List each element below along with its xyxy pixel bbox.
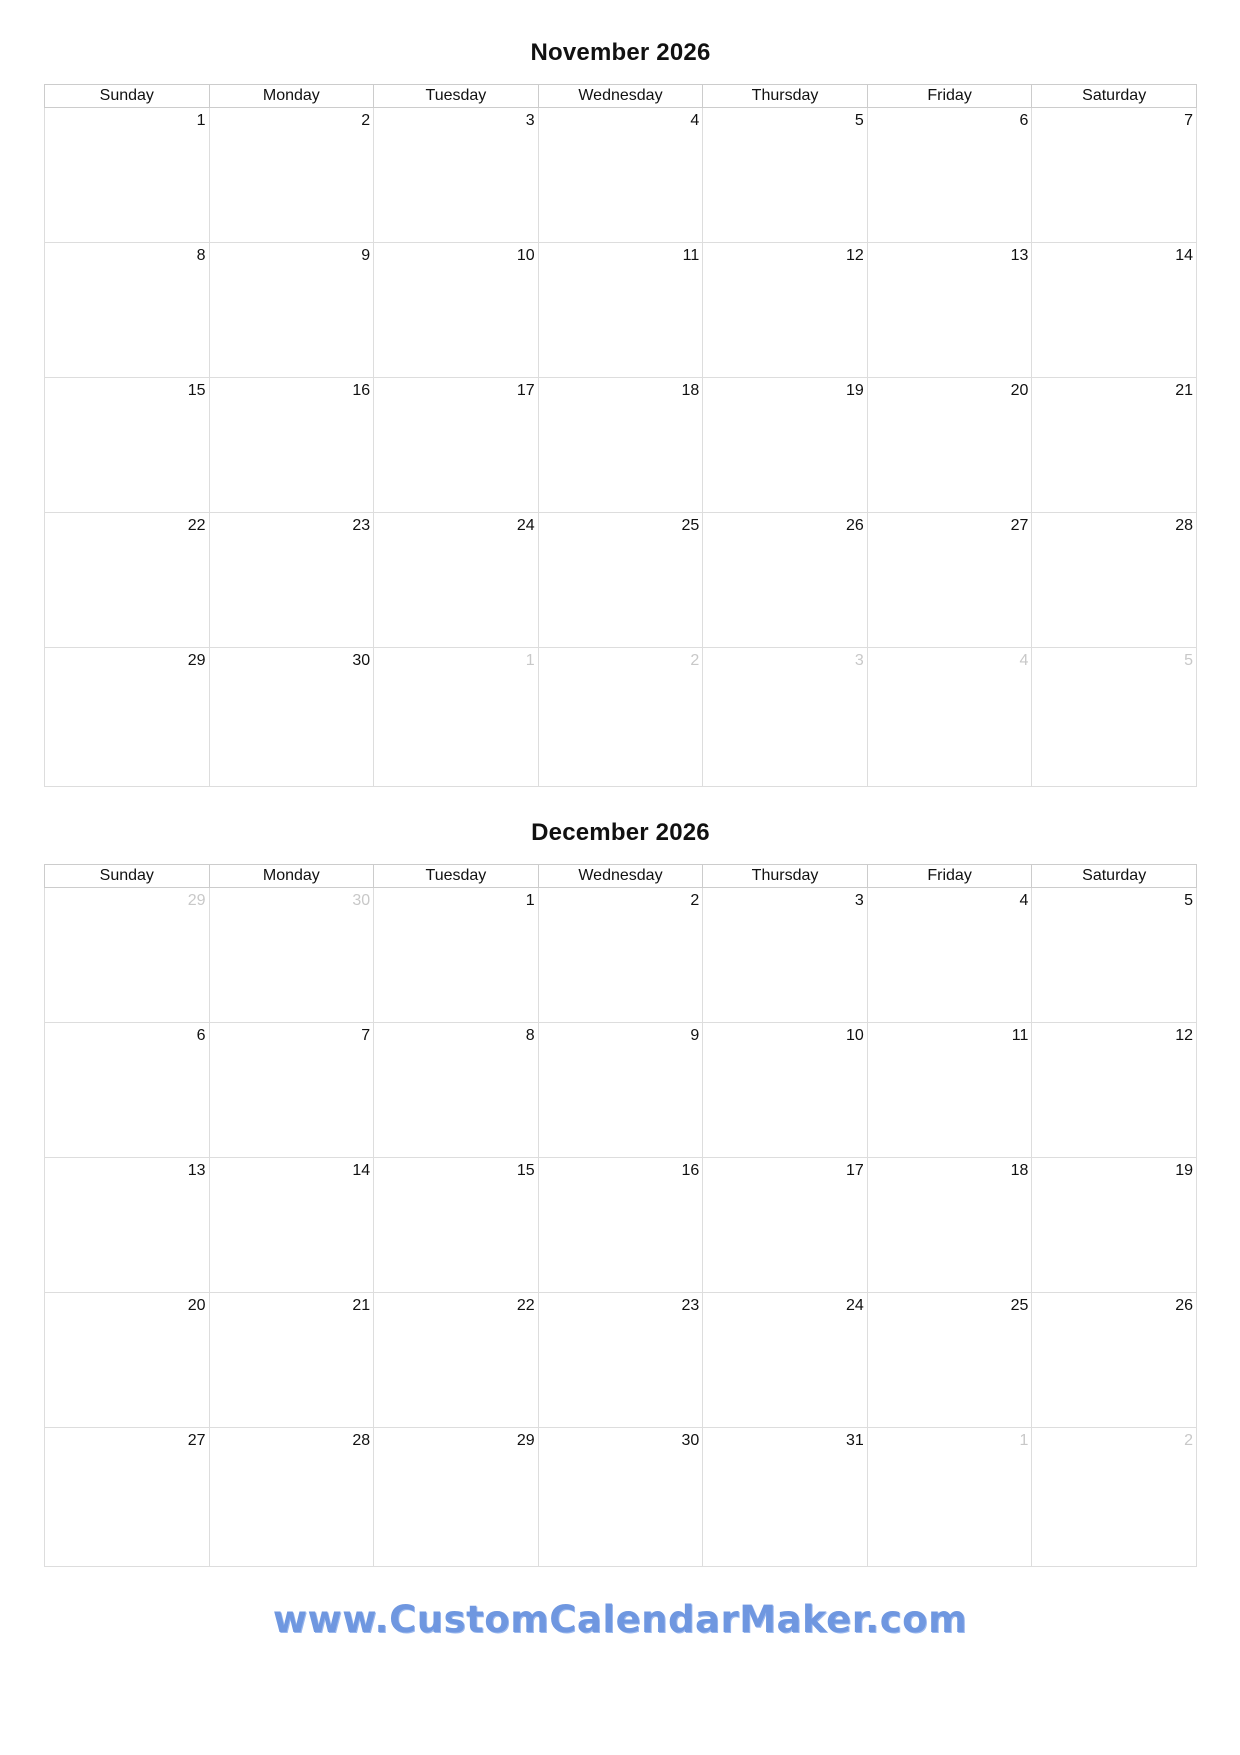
day-number: 3 bbox=[854, 652, 864, 669]
day-number: 2 bbox=[690, 892, 700, 909]
day-cell bbox=[1032, 888, 1197, 1023]
day-number: 4 bbox=[690, 112, 700, 129]
day-number: 25 bbox=[1010, 1297, 1029, 1314]
day-cell-other-month bbox=[209, 888, 374, 1023]
day-number: 23 bbox=[352, 517, 371, 534]
day-number: 2 bbox=[690, 652, 700, 669]
calendar-grid bbox=[44, 84, 1197, 787]
week-row bbox=[45, 108, 1197, 243]
day-cell bbox=[374, 1428, 539, 1567]
day-number: 12 bbox=[846, 247, 864, 264]
weekday-header-row bbox=[45, 85, 1197, 108]
week-row bbox=[45, 1293, 1197, 1428]
day-cell-other-month bbox=[867, 648, 1032, 787]
day-number: 9 bbox=[361, 247, 371, 264]
day-cell bbox=[1032, 378, 1197, 513]
day-cell bbox=[703, 1158, 868, 1293]
day-cell bbox=[867, 1293, 1032, 1428]
day-cell bbox=[374, 1293, 539, 1428]
day-cell bbox=[374, 243, 539, 378]
week-row bbox=[45, 888, 1197, 1023]
day-cell bbox=[45, 1428, 210, 1567]
day-cell bbox=[209, 378, 374, 513]
day-cell bbox=[45, 1293, 210, 1428]
day-number: 21 bbox=[352, 1297, 371, 1314]
day-cell bbox=[45, 1023, 210, 1158]
weekday-header: Friday bbox=[867, 865, 1032, 888]
day-cell bbox=[703, 378, 868, 513]
day-cell bbox=[209, 1158, 374, 1293]
day-cell bbox=[538, 888, 703, 1023]
day-number: 14 bbox=[1175, 247, 1193, 264]
week-row bbox=[45, 378, 1197, 513]
day-number: 28 bbox=[352, 1432, 371, 1449]
day-number: 5 bbox=[854, 112, 864, 129]
day-number: 24 bbox=[846, 1297, 864, 1314]
day-number: 6 bbox=[1019, 112, 1029, 129]
day-cell bbox=[867, 108, 1032, 243]
day-number: 7 bbox=[1184, 112, 1193, 129]
day-cell bbox=[538, 378, 703, 513]
day-number: 8 bbox=[196, 247, 206, 264]
day-cell bbox=[1032, 108, 1197, 243]
day-cell bbox=[867, 243, 1032, 378]
day-cell-other-month bbox=[538, 648, 703, 787]
week-row bbox=[45, 1428, 1197, 1567]
day-number: 14 bbox=[352, 1162, 371, 1179]
day-cell bbox=[45, 513, 210, 648]
day-cell bbox=[703, 243, 868, 378]
weekday-header: Saturday bbox=[1032, 865, 1197, 888]
day-cell bbox=[703, 108, 868, 243]
week-row bbox=[45, 513, 1197, 648]
day-number: 17 bbox=[846, 1162, 864, 1179]
weekday-header: Friday bbox=[867, 85, 1032, 108]
day-number: 26 bbox=[846, 517, 864, 534]
weekday-header: Monday bbox=[209, 865, 374, 888]
day-number: 30 bbox=[681, 1432, 700, 1449]
day-number: 5 bbox=[1184, 652, 1193, 669]
day-number: 19 bbox=[846, 382, 864, 399]
weekday-header: Wednesday bbox=[538, 85, 703, 108]
day-number: 10 bbox=[846, 1027, 864, 1044]
day-number: 20 bbox=[1010, 382, 1029, 399]
day-cell bbox=[1032, 1023, 1197, 1158]
day-number: 28 bbox=[1175, 517, 1193, 534]
day-number: 2 bbox=[361, 112, 371, 129]
day-number: 12 bbox=[1175, 1027, 1193, 1044]
day-cell-other-month bbox=[867, 1428, 1032, 1567]
day-number: 19 bbox=[1175, 1162, 1193, 1179]
day-number: 27 bbox=[187, 1432, 206, 1449]
day-number: 29 bbox=[187, 892, 206, 909]
day-cell bbox=[538, 1158, 703, 1293]
day-cell bbox=[374, 378, 539, 513]
day-number: 30 bbox=[352, 892, 371, 909]
day-number: 18 bbox=[681, 382, 700, 399]
day-cell bbox=[538, 1293, 703, 1428]
day-number: 15 bbox=[516, 1162, 535, 1179]
day-number: 2 bbox=[1184, 1432, 1193, 1449]
day-cell bbox=[1032, 243, 1197, 378]
day-cell-other-month bbox=[1032, 648, 1197, 787]
day-number: 11 bbox=[682, 247, 700, 264]
day-number: 3 bbox=[525, 112, 535, 129]
day-number: 26 bbox=[1175, 1297, 1193, 1314]
weekday-header: Thursday bbox=[703, 85, 868, 108]
day-cell bbox=[1032, 1293, 1197, 1428]
day-number: 17 bbox=[516, 382, 535, 399]
day-number: 11 bbox=[1011, 1027, 1029, 1044]
month-december bbox=[44, 810, 1197, 1567]
day-cell bbox=[538, 243, 703, 378]
day-cell bbox=[867, 513, 1032, 648]
weekday-header: Tuesday bbox=[374, 85, 539, 108]
month-title: November 2026 bbox=[530, 39, 711, 66]
day-cell bbox=[703, 1293, 868, 1428]
day-number: 25 bbox=[681, 517, 700, 534]
day-cell bbox=[867, 1158, 1032, 1293]
day-cell bbox=[45, 648, 210, 787]
day-number: 1 bbox=[525, 892, 535, 909]
day-number: 1 bbox=[1019, 1432, 1029, 1449]
weekday-header: Wednesday bbox=[538, 865, 703, 888]
day-cell bbox=[703, 888, 868, 1023]
day-number: 30 bbox=[352, 652, 371, 669]
day-number: 20 bbox=[187, 1297, 206, 1314]
day-number: 7 bbox=[361, 1027, 371, 1044]
day-cell-other-month bbox=[1032, 1428, 1197, 1567]
day-number: 31 bbox=[846, 1432, 864, 1449]
day-cell bbox=[703, 1023, 868, 1158]
day-cell bbox=[703, 513, 868, 648]
weekday-header: Tuesday bbox=[374, 865, 539, 888]
day-cell bbox=[209, 1023, 374, 1158]
day-cell bbox=[538, 108, 703, 243]
day-cell bbox=[209, 108, 374, 243]
day-number: 21 bbox=[1175, 382, 1193, 399]
month-november bbox=[44, 30, 1197, 787]
day-cell bbox=[45, 1158, 210, 1293]
day-cell bbox=[703, 1428, 868, 1567]
day-cell-other-month bbox=[374, 648, 539, 787]
day-cell bbox=[209, 243, 374, 378]
day-cell bbox=[374, 513, 539, 648]
footer-website-link[interactable]: www.CustomCalendarMaker.com bbox=[272, 1598, 968, 1641]
day-number: 29 bbox=[516, 1432, 535, 1449]
week-row bbox=[45, 243, 1197, 378]
weekday-header: Saturday bbox=[1032, 85, 1197, 108]
day-cell bbox=[45, 108, 210, 243]
day-number: 3 bbox=[854, 892, 864, 909]
day-cell bbox=[374, 1023, 539, 1158]
day-number: 8 bbox=[525, 1027, 535, 1044]
day-cell bbox=[867, 378, 1032, 513]
day-number: 13 bbox=[187, 1162, 206, 1179]
day-number: 22 bbox=[187, 517, 206, 534]
day-cell bbox=[374, 888, 539, 1023]
day-cell bbox=[538, 1428, 703, 1567]
day-cell bbox=[45, 378, 210, 513]
weekday-header-row bbox=[45, 865, 1197, 888]
day-number: 1 bbox=[196, 112, 206, 129]
week-row bbox=[45, 1158, 1197, 1293]
week-row bbox=[45, 648, 1197, 787]
weekday-header: Thursday bbox=[703, 865, 868, 888]
day-number: 5 bbox=[1184, 892, 1193, 909]
day-cell bbox=[209, 513, 374, 648]
day-cell-other-month bbox=[45, 888, 210, 1023]
weekday-header: Sunday bbox=[45, 85, 210, 108]
day-number: 13 bbox=[1010, 247, 1029, 264]
day-cell-other-month bbox=[703, 648, 868, 787]
day-cell bbox=[374, 108, 539, 243]
calendar-grid bbox=[44, 864, 1197, 1567]
day-number: 22 bbox=[516, 1297, 535, 1314]
day-cell bbox=[209, 1428, 374, 1567]
day-cell bbox=[209, 1293, 374, 1428]
day-cell bbox=[867, 888, 1032, 1023]
weekday-header: Sunday bbox=[45, 865, 210, 888]
day-cell bbox=[374, 1158, 539, 1293]
day-number: 24 bbox=[516, 517, 535, 534]
day-number: 27 bbox=[1010, 517, 1029, 534]
day-number: 18 bbox=[1010, 1162, 1029, 1179]
weekday-header: Monday bbox=[209, 85, 374, 108]
day-number: 9 bbox=[690, 1027, 700, 1044]
day-number: 23 bbox=[681, 1297, 700, 1314]
month-title: December 2026 bbox=[531, 819, 710, 846]
day-number: 16 bbox=[681, 1162, 700, 1179]
day-number: 15 bbox=[187, 382, 206, 399]
day-cell bbox=[867, 1023, 1032, 1158]
day-cell bbox=[45, 243, 210, 378]
day-number: 4 bbox=[1019, 892, 1029, 909]
day-cell bbox=[1032, 513, 1197, 648]
day-number: 1 bbox=[525, 652, 535, 669]
day-number: 6 bbox=[196, 1027, 206, 1044]
day-number: 4 bbox=[1019, 652, 1029, 669]
week-row bbox=[45, 1023, 1197, 1158]
day-number: 16 bbox=[352, 382, 371, 399]
day-cell bbox=[1032, 1158, 1197, 1293]
day-cell bbox=[538, 513, 703, 648]
day-number: 29 bbox=[187, 652, 206, 669]
day-cell bbox=[538, 1023, 703, 1158]
day-number: 10 bbox=[516, 247, 535, 264]
day-cell bbox=[209, 648, 374, 787]
